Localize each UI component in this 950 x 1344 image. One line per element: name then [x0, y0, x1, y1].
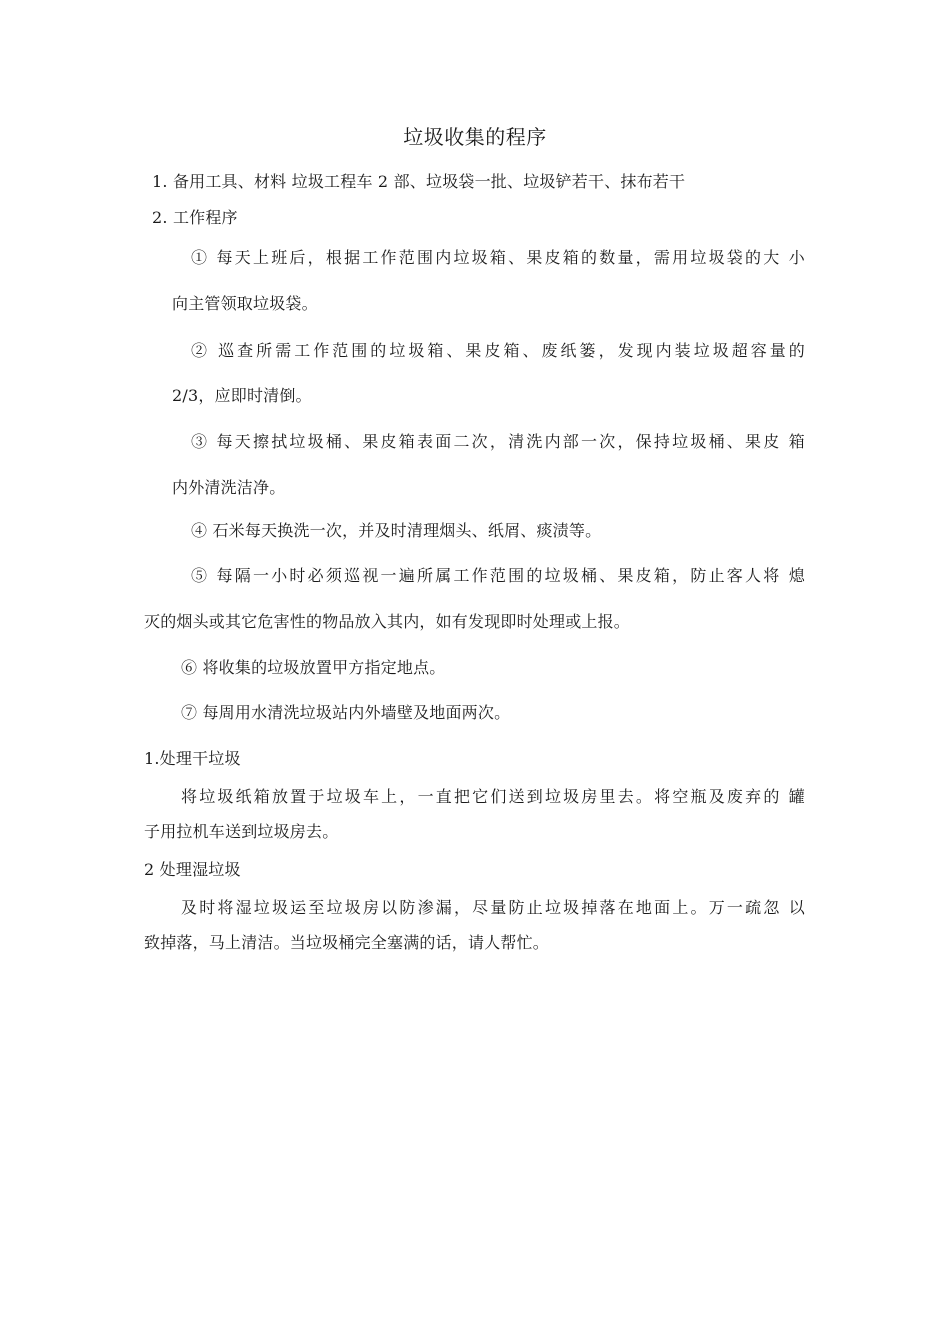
step-3-line-1: ③ 每天擦拭垃圾桶、果皮箱表面二次，清洗内部一次，保持垃圾桶、果皮 箱 — [191, 432, 805, 451]
step-6-line-1: ⑥ 将收集的垃圾放置甲方指定地点。 — [181, 658, 446, 677]
step-4-line-1: ④ 石米每天换洗一次，并及时清理烟头、纸屑、痰渍等。 — [191, 521, 602, 540]
step-5-line-1: ⑤ 每隔一小时必须巡视一遍所属工作范围的垃圾桶、果皮箱，防止客人将 熄 — [191, 566, 805, 585]
step-1-line-2: 向主管领取垃圾袋。 — [172, 294, 318, 313]
section-1-heading: 1. 备用工具、材料 垃圾工程车 2 部、垃圾袋一批、垃圾铲若干、抹布若干 — [152, 172, 686, 191]
step-1-line-1: ① 每天上班后，根据工作范围内垃圾箱、果皮箱的数量，需用垃圾袋的大 小 — [191, 248, 805, 267]
section-2-heading: 2. 工作程序 — [152, 208, 238, 227]
step-2-line-2: 2/3，应即时清倒。 — [172, 386, 312, 405]
step-5-line-2: 灭的烟头或其它危害性的物品放入其内，如有发现即时处理或上报。 — [144, 612, 631, 631]
dry-waste-heading: 1.处理干垃圾 — [144, 749, 241, 768]
dry-waste-line-1: 将垃圾纸箱放置于垃圾车上，一直把它们送到垃圾房里去。将空瓶及废弃的 罐 — [181, 787, 805, 806]
step-2-line-1: ② 巡查所需工作范围的垃圾箱、果皮箱、废纸篓，发现内装垃圾超容量的 — [191, 341, 805, 360]
dry-waste-line-2: 子用拉机车送到垃圾房去。 — [144, 822, 339, 841]
wet-waste-line-1: 及时将湿垃圾运至垃圾房以防渗漏，尽量防止垃圾掉落在地面上。万一疏忽 以 — [181, 898, 805, 917]
wet-waste-line-2: 致掉落，马上清洁。当垃圾桶完全塞满的话，请人帮忙。 — [144, 933, 550, 952]
wet-waste-heading: 2 处理湿垃圾 — [144, 860, 241, 879]
document-title: 垃圾收集的程序 — [403, 125, 547, 149]
step-3-line-2: 内外清洗洁净。 — [172, 478, 286, 497]
step-7-line-1: ⑦ 每周用水清洗垃圾站内外墙壁及地面两次。 — [181, 703, 511, 722]
